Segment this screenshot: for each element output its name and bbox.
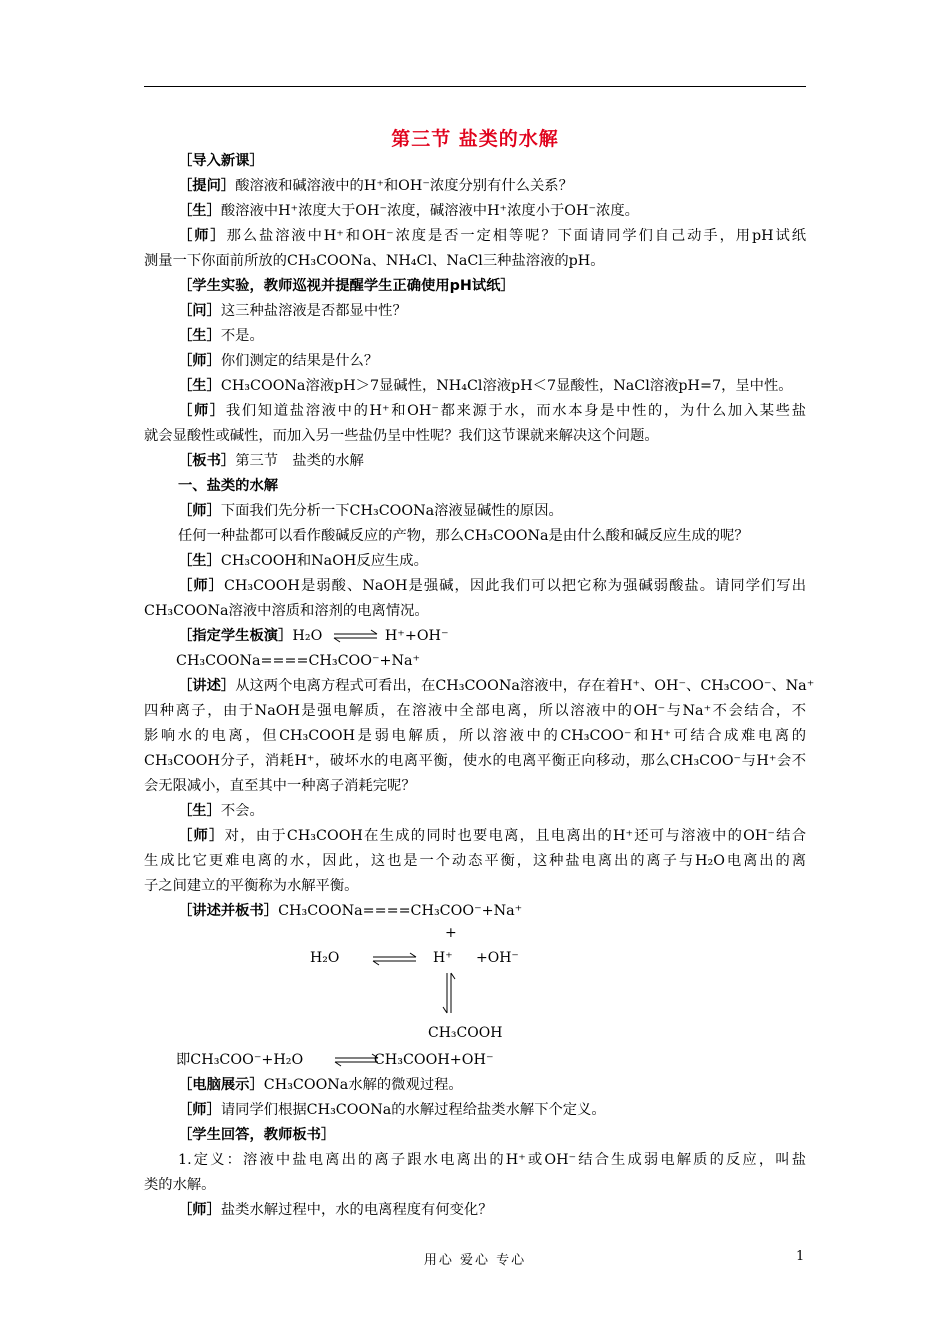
line-board-demo: ［指定学生板演］H₂O H⁺+OH⁻ [178, 628, 449, 644]
line-student-4: ［生］CH₃COOH和NaOH反应生成。 [178, 553, 428, 569]
line-teacher-5b: CH₃COONa溶液中溶质和溶剂的电离情况。 [144, 603, 429, 619]
section-heading: 一、盐类的水解 [178, 478, 279, 494]
line-teacher-2: ［师］你们测定的结果是什么？ [178, 353, 379, 369]
scheme-acetic-acid: CH₃COOH [428, 1025, 503, 1041]
line-lecture-board: ［讲述并板书］CH₃COONa====CH₃COO⁻+Na⁺ [178, 903, 523, 919]
vertical-equilibrium-icon [442, 970, 456, 1016]
page-title: 第三节 盐类的水解 [391, 128, 559, 150]
scheme-hydroxide: +OH⁻ [476, 950, 519, 966]
line-lecture-a: ［讲述］从这两个电离方程式可看出，在CH₃COONa溶液中，存在着H⁺、OH⁻、CH₃COO⁻、Na⁺ [178, 678, 815, 694]
line-student-5: ［生］不会。 [178, 803, 264, 819]
line-student-answer: ［学生回答，教师板书］ [178, 1127, 336, 1143]
line-teacher-1b: 测量一下你面前所放的CH₃COONa、NH₄Cl、NaCl三种盐溶液的pH。 [144, 253, 605, 269]
line-teacher-6a: ［师］对，由于CH₃COOH在生成的同时也要电离，且电离出的H⁺还可与溶液中的OH⁻结合 [178, 828, 807, 844]
line-definition-b: 类的水解。 [144, 1177, 216, 1193]
scheme-water: H₂O [310, 950, 340, 966]
line-teacher-1a: ［师］那么盐溶液中H⁺和OH⁻浓度是否一定相等呢？下面请同学们自己动手，用pH试纸 [178, 228, 806, 244]
line-lecture-e: 会无限减小，直至其中一种离子消耗完呢？ [144, 778, 416, 794]
line-experiment: ［学生实验，教师巡视并提醒学生正确使用pH试纸］ [178, 278, 515, 294]
equilibrium-arrow-icon [331, 629, 381, 643]
line-teacher-3a: ［师］我们知道盐溶液中的H⁺和OH⁻都来源于水，而水本身是中性的，为什么加入某些盐 [178, 403, 807, 419]
line-teacher-5a: ［师］CH₃COOH是弱酸、NaOH是强碱，因此我们可以把它称为强碱弱酸盐。请同学们写出 [178, 578, 806, 594]
line-any-salt: 任何一种盐都可以看作酸碱反应的产物，那么CH₃COONa是由什么酸和碱反应生成的呢？ [178, 528, 749, 544]
line-student-3: ［生］CH₃COONa溶液pH＞7显碱性，NH₄Cl溶液pH＜7显酸性，NaCl溶液pH=7，呈中性。 [178, 378, 793, 394]
header-rule [144, 86, 806, 87]
line-computer-display: ［电脑展示］CH₃COONa水解的微观过程。 [178, 1077, 463, 1093]
page-number: 1 [796, 1249, 805, 1264]
line-lecture-b: 四种离子，由于NaOH是强电解质，在溶液中全部电离，所以溶液中的OH⁻与Na⁺不会结合，不 [144, 703, 806, 719]
line-student-1: ［生］酸溶液中H⁺浓度大于OH⁻浓度，碱溶液中H⁺浓度小于OH⁻浓度。 [178, 203, 639, 219]
line-hydrolysis-eq: 即CH₃COO⁻+H₂O CH₃COOH+OH⁻ [176, 1052, 494, 1068]
line-lecture-c: 影响水的电离，但CH₃COOH是弱电解质，所以溶液中的CH₃COO⁻和H⁺可结合成难电离的 [144, 728, 806, 744]
scheme-hydrogen-ion: H⁺ [433, 950, 453, 966]
line-teacher-7: ［师］请同学们根据CH₃COONa的水解过程给盐类水解下个定义。 [178, 1102, 606, 1118]
line-teacher-8: ［师］盐类水解过程中，水的电离程度有何变化？ [178, 1202, 493, 1218]
line-teacher-6b: 生成比它更难电离的水，因此，这也是一个动态平衡，这种盐电离出的离子与H₂O电离出的离 [144, 853, 806, 869]
scheme-equilibrium-icon [370, 952, 420, 966]
line-student-2: ［生］不是。 [178, 328, 264, 344]
line-question: ［提问］酸溶液和碱溶液中的H⁺和OH⁻浓度分别有什么关系？ [178, 178, 573, 194]
line-lecture-d: CH₃COOH分子，消耗H⁺，破坏水的电离平衡，使水的电离平衡正向移动，那么CH₃COO⁻与H⁺会不 [144, 753, 806, 769]
page-footer: 用心 爱心 专心 [423, 1253, 527, 1268]
line-teacher-4: ［师］下面我们先分析一下CH₃COONa溶液显碱性的原因。 [178, 503, 563, 519]
line-definition-a: 1.定义：溶液中盐电离出的离子跟水电离出的H⁺或OH⁻结合生成弱电解质的反应，叫盐 [178, 1152, 806, 1168]
line-intro: ［导入新课］ [178, 153, 264, 169]
line-ask: ［问］这三种盐溶液是否都显中性？ [178, 303, 407, 319]
scheme-plus: + [445, 925, 457, 941]
line-teacher-3b: 就会显酸性或碱性，而加入另一些盐仍呈中性呢？我们这节课就来解决这个问题。 [144, 428, 659, 444]
line-teacher-6c: 子之间建立的平衡称为水解平衡。 [144, 878, 359, 894]
line-board: ［板书］第三节 盐类的水解 [178, 453, 364, 469]
line-ionization: CH₃COONa====CH₃COO⁻+Na⁺ [176, 653, 421, 669]
